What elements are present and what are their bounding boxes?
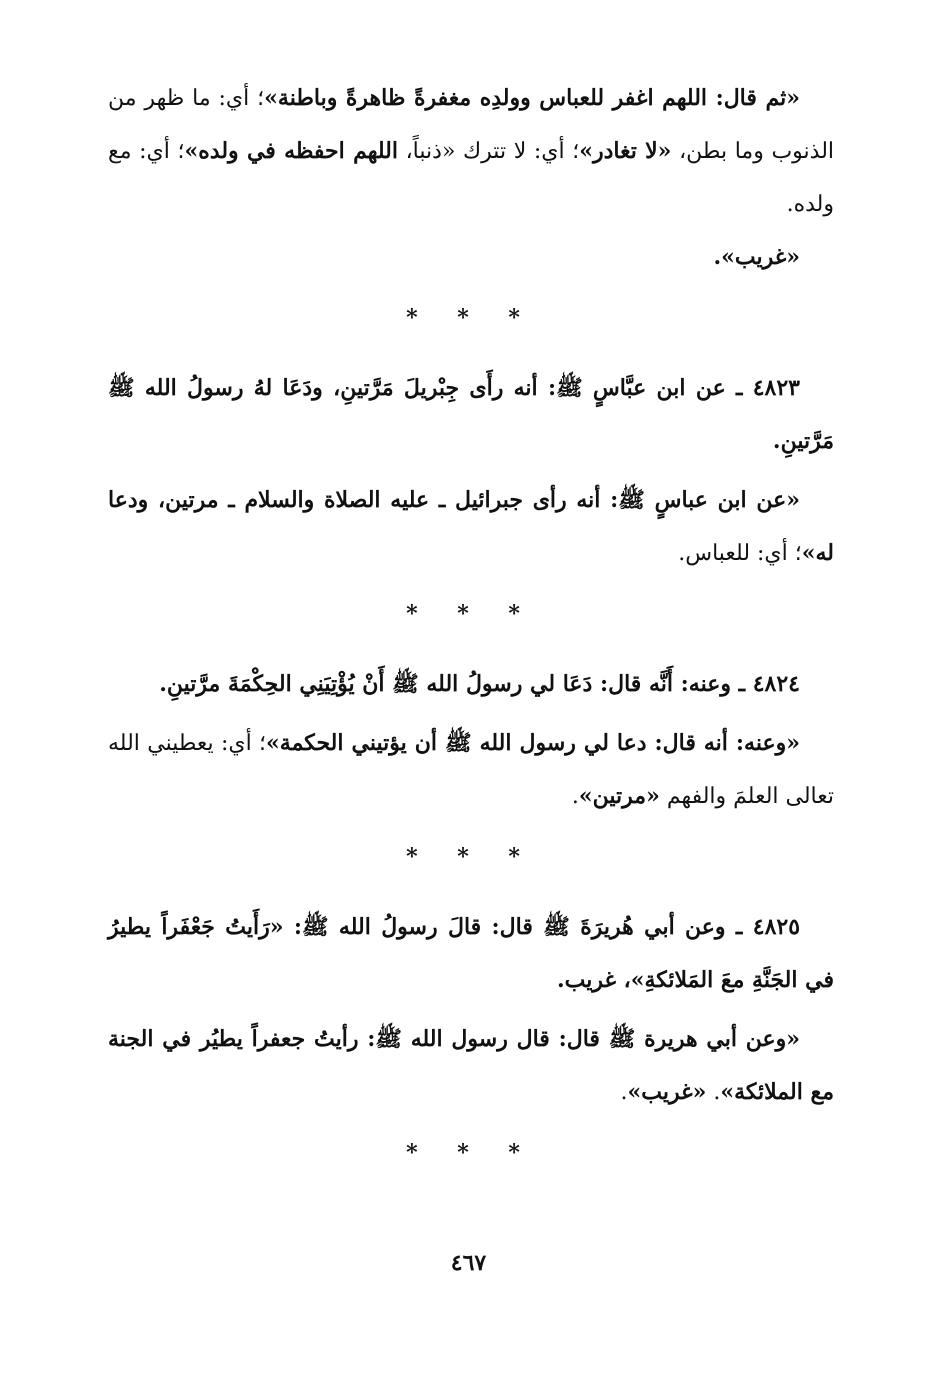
explanation-text: ؛ أي: لا تترك «ذنباً، — [397, 139, 580, 164]
grade-label: «غريب». — [713, 244, 800, 270]
quoted-text: «عن ابن عباسٍ ﷺ: أنه رأى جبرائيل ـ عليه الصلاة والسلام ـ مرتين، ودعا له» — [108, 487, 834, 566]
explanation-text: ؛ أي: ما ظهر من الذنوب وما بطن، — [108, 86, 835, 164]
explanation-text: . — [571, 784, 579, 809]
explanation-text: ؛ أي: مع ولده. — [108, 139, 834, 217]
page-number: ٤٦٧ — [450, 1250, 487, 1276]
hadith-4825: ٤٨٢٥ ـ وعن أبي هُريرَةَ ﷺ قال: قالَ رسولُ الله ﷺ: «رَأَيتُ جَعْفَراً يطيرُ في الجَنَّةِ معَ المَلائكةِ»، غريب. — [108, 914, 834, 993]
commentary-paragraph-1 — [108, 72, 834, 231]
explanation-text: . — [706, 1080, 721, 1105]
hadith-4823: ٤٨٢٣ ـ عن ابن عبَّاسٍ ﷺ: أنه رأَى جِبْريلَ مَرَّتينِ، ودَعَا لهُ رسولُ الله ﷺ مَرَّتينِ. — [108, 375, 834, 454]
quoted-text: اللهم احفظه في ولده» — [184, 138, 398, 164]
section-separator: * * * — [406, 305, 536, 331]
explanation-text: . — [620, 1080, 628, 1105]
section-separator: * * * — [406, 844, 536, 870]
section-separator: * * * — [406, 601, 536, 627]
hadith-4824: ٤٨٢٤ ـ وعنه: أَنَّه قال: دَعَا لي رسولُ الله ﷺ أَنْ يُؤْتِيَنِي الحِكْمَةَ مرَّتينِ. — [159, 671, 800, 697]
commentary-paragraph-4 — [108, 1013, 834, 1119]
commentary-paragraph-3 — [108, 717, 834, 823]
page-body — [108, 72, 834, 1362]
commentary-paragraph-2 — [108, 474, 834, 580]
section-separator: * * * — [406, 1140, 536, 1166]
quoted-text: «وعن أبي هريرة ﷺ قال: قال رسول الله ﷺ: رأيتُ جعفراً يطيُر في الجنة مع الملائكة» — [108, 1026, 834, 1105]
quoted-text: «لا تغادر» — [579, 138, 672, 164]
quoted-text: «مرتين» — [578, 783, 660, 809]
explanation-text: ؛ أي: يعطيني الله تعالى العلمَ والفهم — [108, 731, 834, 809]
quoted-text: «ثم قال: اللهم اغفر للعباس وولدِه مغفرةً ظاهرةً وباطنة» — [264, 85, 800, 111]
quoted-text: «غريب» — [627, 1079, 707, 1105]
quoted-text: «وعنه: أنه قال: دعا لي رسول الله ﷺ أن يؤتيني الحكمة» — [266, 730, 800, 756]
explanation-text: ؛ أي: للعباس. — [678, 541, 802, 566]
